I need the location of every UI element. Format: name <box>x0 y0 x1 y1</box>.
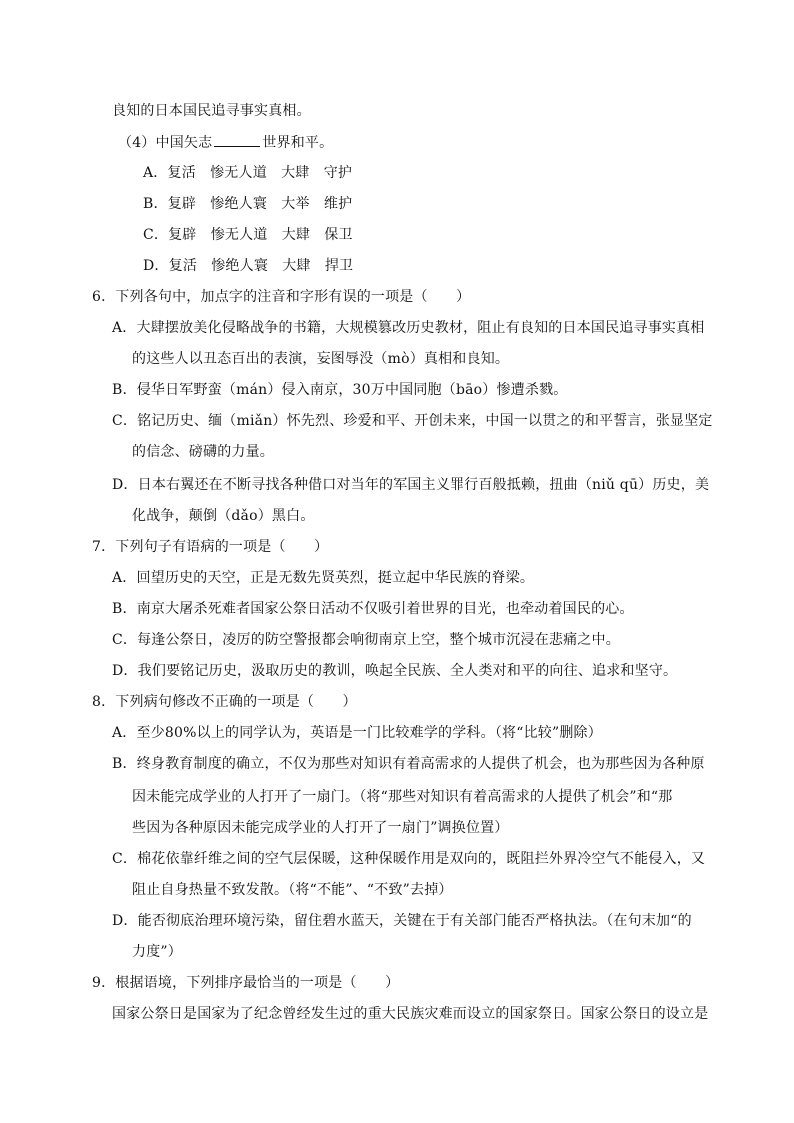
option-b: B．终身教育制度的确立，不仅为那些对知识有着高需求的人提供了机会，也为那些因为各种原 <box>112 756 705 772</box>
option-d: D．能否彻底治理环境污染，留住碧水蓝天，关键在于有关部门能否严格执法。（在句末加“的 <box>112 913 692 929</box>
question-9: 9．根据语境，下列排序最恰当的一项是（ ） <box>92 975 400 991</box>
option-b: B．复辟 惨绝人寰 大举 维护 <box>143 196 353 212</box>
option-b: B．侵华日军野蛮（mán）侵入南京，30万中国同胞（bāo）惨遭杀戮。 <box>112 382 568 398</box>
question-4-prefix: （4）中国矢志 <box>118 135 213 151</box>
option-a: A．至少80%以上的同学认为，英语是一门比较难学的学科。（将“比较”删除） <box>112 725 602 741</box>
question-7: 7．下列句子有语病的一项是（ ） <box>92 539 329 555</box>
option-c: C．复辟 惨无人道 大肆 保卫 <box>143 227 353 243</box>
option-d-continued: 化战争，颠倒（dǎo）黑白。 <box>132 508 315 524</box>
option-c: C．每逢公祭日，凌厉的防空警报都会响彻南京上空，整个城市沉浸在悲痛之中。 <box>112 632 620 648</box>
option-c-continued: 的信念、磅礴的力量。 <box>132 444 274 460</box>
option-d: D．复活 惨绝人寰 大肆 捍卫 <box>143 258 354 274</box>
option-a: A．大肆摆放美化侵略战争的书籍，大规模篡改历史教材，阻止有良知的日本国民追寻事实真相 <box>112 320 705 336</box>
option-c: C．棉花依靠纤维之间的空气层保暖，这种保暖作用是双向的，既阻拦外界冷空气不能侵入，又 <box>112 851 706 867</box>
option-d: D．日本右翼还在不断寻找各种借口对当年的军国主义罪行百般抵赖，扭曲（niǔ qū）历史，美 <box>112 477 710 493</box>
question-9-passage: 国家公祭日是国家为了纪念曾经发生过的重大民族灾难而设立的国家祭日。国家公祭日的设立是 <box>112 1006 709 1022</box>
option-b-continued: 些因为各种原因未能完成学业的人打开了一扇门”调换位置） <box>132 820 509 836</box>
option-a: A．回望历史的天空，正是无数先贤英烈，挺立起中华民族的脊梁。 <box>112 570 535 586</box>
text-line: 良知的日本国民追寻事实真相。 <box>112 103 311 119</box>
question-6: 6．下列各句中，加点字的注音和字形有误的一项是（ ） <box>92 289 471 305</box>
question-8: 8．下列病句修改不正确的一项是（ ） <box>92 694 357 710</box>
fill-blank <box>214 132 260 147</box>
option-c: C．铭记历史、缅（miǎn）怀先烈、珍爱和平、开创未来，中国一以贯之的和平誓言，张显坚定 <box>112 413 713 429</box>
option-d-continued: 力度”） <box>132 944 182 960</box>
option-b: B．南京大屠杀死难者国家公祭日活动不仅吸引着世界的目光，也牵动着国民的心。 <box>112 601 634 617</box>
option-a-continued: 的这些人以丑态百出的表演，妄图辱没（mò）真相和良知。 <box>132 351 510 367</box>
option-d: D．我们要铭记历史，汲取历史的教训，唤起全民族、全人类对和平的向往、追求和坚守。 <box>112 663 678 679</box>
question-4-suffix: 世界和平。 <box>262 135 334 151</box>
option-c-continued: 阻止自身热量不致发散。（将“不能”、“不致”去掉） <box>132 882 453 898</box>
question-4 <box>118 132 333 153</box>
option-a: A．复活 惨无人道 大肆 守护 <box>143 165 353 181</box>
option-b-continued: 因未能完成学业的人打开了一扇门。（将“那些对知识有着高需求的人提供了机会”和“那 <box>132 789 673 805</box>
